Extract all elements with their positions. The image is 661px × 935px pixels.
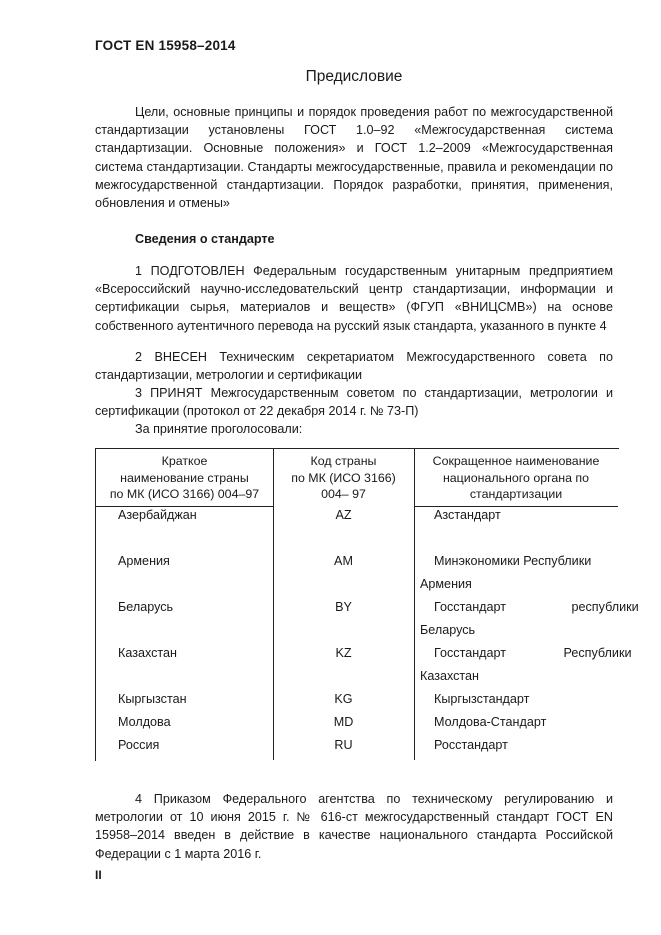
header-country-line: Краткое [161,454,208,468]
code-cell: AM [334,554,353,568]
intro-text: Цели, основные принципы и порядок проведения работ по межгосударственной стандартизации установлены ГОСТ 1.0–92 «Межгосударственная система стандартизации. Основные положения» и ГОСТ 1.2–2009 «Межгосударственная система стандартизации. Стандарты межгосударственные, правила и рекомендации по межгосударственной стандартизации. Порядок разработки, принятия, применения, обновления и отмены» [95,105,613,211]
header-org-line: национального органа по [442,470,590,485]
item-2 [95,348,613,384]
code-cell: BY [335,600,352,614]
org-cell [420,596,641,642]
org-cell [420,711,641,734]
org-line: Казахстан [420,669,480,683]
item-4 [95,790,613,863]
org-line: Госстандарт Республики [434,646,632,660]
country-cell: Армения [118,554,170,568]
code-cell: KZ [335,646,352,660]
country-cell: Кыргызстан [118,692,187,706]
header-country [96,449,273,505]
section-heading: Сведения о стандарте [135,232,275,246]
org-line: Армения [420,577,472,591]
org-line: Минэкономики Республики [434,554,592,568]
header-code-line: по МК (ИСО 3166) [291,470,396,485]
page-number: II [95,868,102,882]
org-line: Молдова-Стандарт [434,715,547,729]
header-org-line: стандартизации [469,487,563,501]
header-code-line: 004– 97 [321,487,366,501]
code-cell: AZ [335,508,352,522]
voting-table [95,448,639,761]
org-line: Росстандарт [434,738,508,752]
header-org-line: Сокращенное наименование [432,454,600,468]
org-cell [420,642,641,688]
country-cell: Молдова [118,715,171,729]
header-org [414,449,618,505]
code-cell: KG [334,692,353,706]
item-2-text: 2 ВНЕСЕН Техническим секретариатом Межгосударственного совета по стандартизации, метрологии и сертификации [95,350,613,383]
header-country-line: по МК (ИСО 3166) 004–97 [109,487,260,501]
intro-paragraph [95,103,613,212]
vote-label-block [95,420,613,438]
page-title: Предисловие [305,68,403,85]
org-line: Госстандарт республики [434,600,639,614]
org-line: Азстандарт [434,508,501,522]
item-4-text: 4 Приказом Федерального агентства по техническому регулированию и метрологии от 10 июня 2015 г. № 616-ст межгосударственный стандарт ГОСТ EN 15958–2014 введен в действие в качестве национального стандарта Российской Федерации с 1 марта 2016 г. [95,792,613,861]
item-1-text: 1 ПОДГОТОВЛЕН Федеральным государственным унитарным предприятием «Всероссийский научно-исследовательский центр стандартизации, информации и сертификации сырья, материалов и веществ» (ФГУП «ВНИЦСМВ») на основе собственного аутентичного перевода на русский язык стандарта, указанного в пункте 4 [95,264,613,333]
document-code: ГОСТ EN 15958–2014 [95,38,236,53]
org-line: Кыргызстандарт [434,692,530,706]
code-cell: RU [334,738,353,752]
item-3 [95,384,613,420]
vote-label: За принятие проголосовали: [135,422,303,436]
org-line: Беларусь [420,623,476,637]
country-cell: Казахстан [118,646,178,660]
country-cell: Беларусь [118,600,174,614]
item-3-text: 3 ПРИНЯТ Межгосударственным советом по стандартизации, метрологии и сертификации (протокол от 22 декабря 2014 г. № 73-П) [95,386,613,419]
org-cell [420,734,641,757]
code-cell: MD [333,715,354,729]
country-cell: Азербайджан [118,508,197,522]
org-cell [420,550,641,596]
country-cell: Россия [118,738,160,752]
item-1 [95,262,613,335]
header-code-line: Код страны [310,454,377,468]
header-code [273,449,414,505]
org-cell [420,504,641,527]
org-cell [420,688,641,711]
header-country-line: наименование страны [120,470,249,485]
